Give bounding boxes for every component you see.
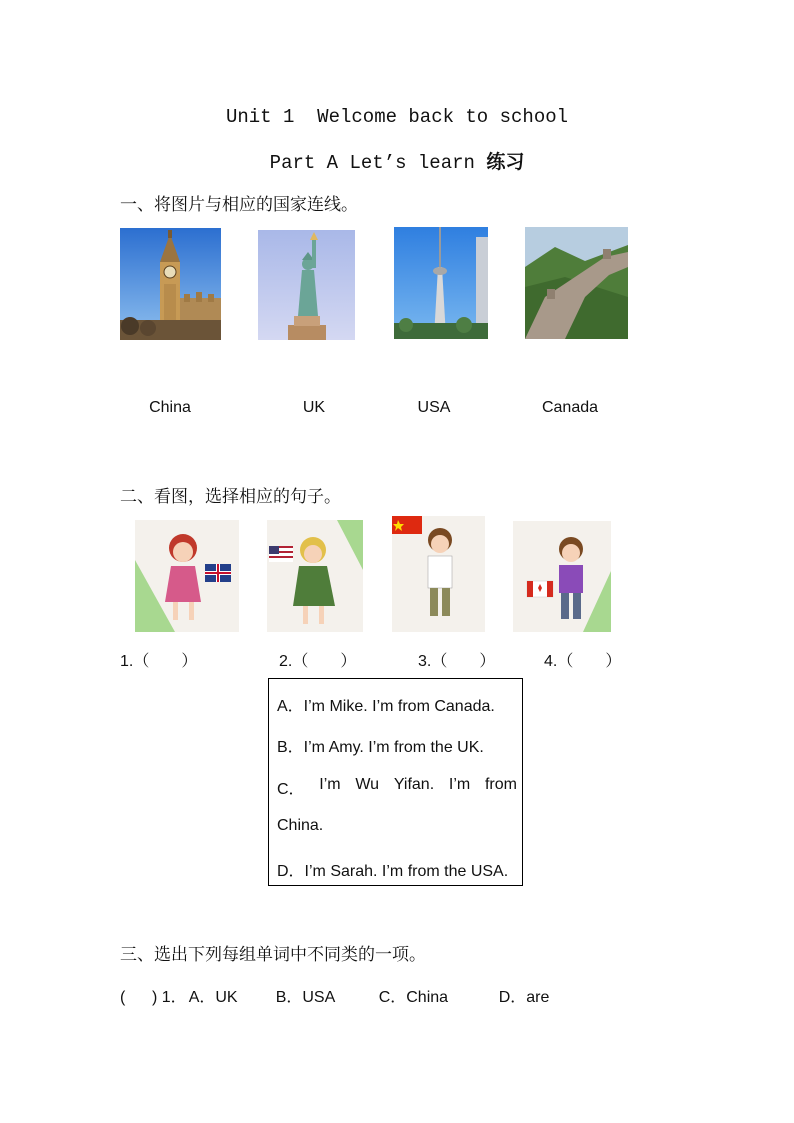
question-1-bracket[interactable]: ( ) 1． xyxy=(120,989,187,1006)
option-c: C． I’m Wu Yifan. I’m from xyxy=(277,776,517,798)
section3-heading: 三、选出下列每组单词中不同类的一项。 xyxy=(120,945,426,964)
section1-heading: 一、将图片与相应的国家连线。 xyxy=(120,195,358,214)
question-1-option-b: B．USA xyxy=(275,989,336,1006)
subtitle-en: Part A Let’s learn xyxy=(269,152,475,174)
subtitle-cn: 练习 xyxy=(486,151,525,173)
question-1 xyxy=(120,984,549,1007)
country-china: China xyxy=(149,399,191,416)
option-b: B．I’m Amy. I’m from the UK. xyxy=(277,739,484,756)
cn-tower-photo xyxy=(394,227,488,339)
big-ben-photo xyxy=(120,228,221,340)
sentence-options-box xyxy=(268,678,523,886)
worksheet-title: Unit 1 Welcome back to school xyxy=(225,106,569,128)
girl-uk-flag-illustration xyxy=(135,520,239,632)
option-a: A．I’m Mike. I’m from Canada. xyxy=(277,698,495,715)
question-1-option-c: C．China xyxy=(378,989,449,1006)
section2-heading: 二、看图，选择相应的句子。 xyxy=(120,487,341,506)
question-1-option-d: D．are xyxy=(498,989,550,1006)
question-1-option-a: A．UK xyxy=(188,989,238,1006)
boy-china-flag-illustration xyxy=(392,516,485,632)
country-uk: UK xyxy=(302,399,326,416)
great-wall-photo xyxy=(525,227,628,339)
answer-blank-3[interactable]: 3.（ ） xyxy=(418,653,496,670)
country-canada: Canada xyxy=(541,399,599,416)
option-d: D．I’m Sarah. I’m from the USA. xyxy=(277,863,509,880)
option-c-continued: China. xyxy=(277,817,324,834)
answer-blank-4[interactable]: 4.（ ） xyxy=(544,653,622,670)
girl-usa-flag-illustration xyxy=(267,520,363,632)
boy-canada-flag-illustration xyxy=(513,521,611,632)
country-usa: USA xyxy=(417,399,451,416)
statue-of-liberty-photo xyxy=(258,230,355,340)
answer-blank-2[interactable]: 2.（ ） xyxy=(279,653,357,670)
worksheet-subtitle xyxy=(0,147,794,174)
answer-blank-1[interactable]: 1.（ ） xyxy=(120,653,198,670)
